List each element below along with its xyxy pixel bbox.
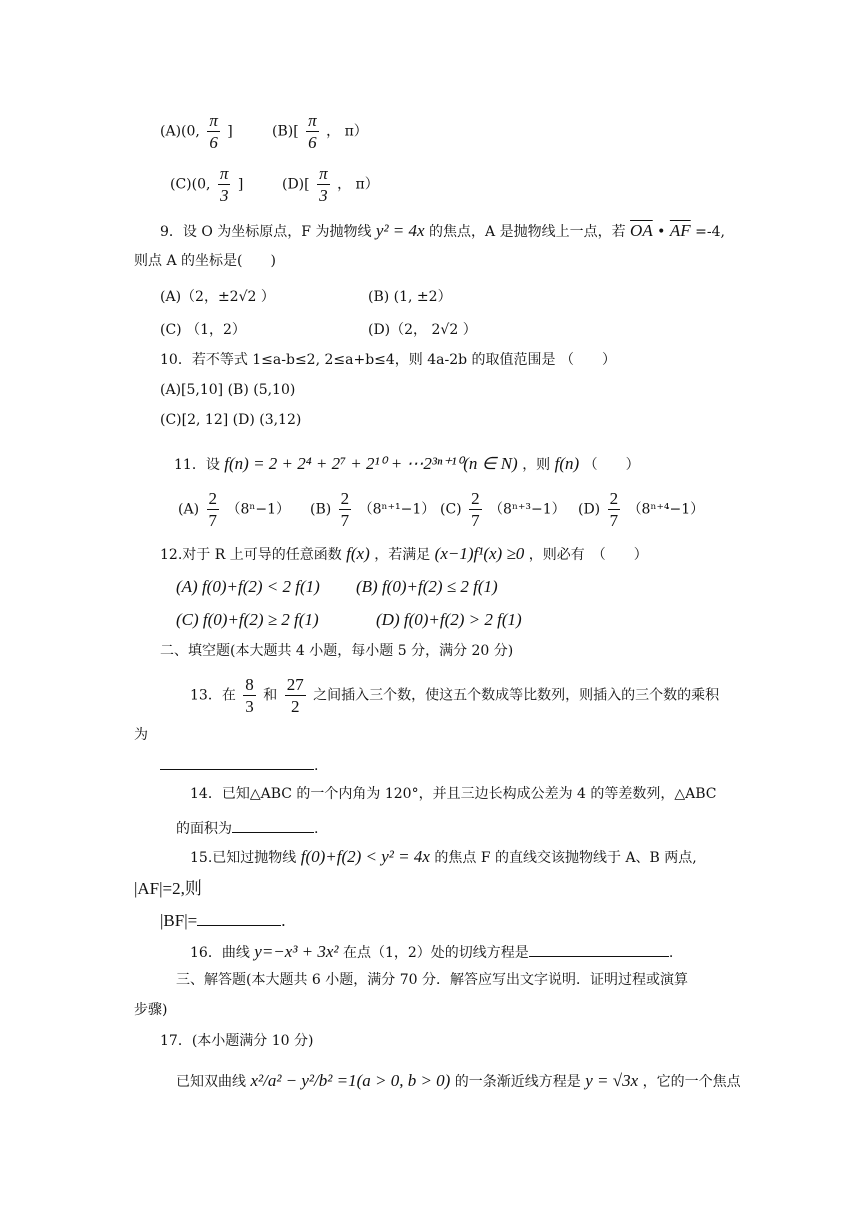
two-sevenths-fraction: $\frac{2}{7}$: [340, 489, 350, 530]
answer-blank[interactable]: [197, 911, 281, 926]
f-n-series: f(n) = 2 + 2⁴ + 2⁷ + 2¹⁰ + ⋯2³ⁿ⁺¹⁰(n ∈ N): [224, 454, 518, 473]
two-sevenths-fraction: $\frac{2}{7}$: [471, 489, 480, 530]
q12-option-d: (D) f(0)+f(2) > 2 f(1): [376, 610, 522, 629]
vector-oa: $\overline{OA}$: [630, 221, 653, 240]
answer-blank[interactable]: [232, 818, 314, 833]
section-answer-heading: 三、解答题(本大题共 6 小题，满分 70 分．解答应写出文字说明．证明过程或演算: [176, 972, 688, 988]
q15-expression: f(0)+f(2) < y² = 4x: [300, 847, 430, 866]
derivative-condition: (x−1)f¹(x) ≥0: [434, 544, 525, 563]
asymptote-equation: y = √3x: [585, 1071, 639, 1090]
vector-af: $\overline{AF}$: [669, 221, 691, 240]
curve-equation: y=−x³ + 3x²: [254, 942, 339, 961]
q10-options-row2: (C)[2, 12] (D) (3,12): [160, 412, 302, 428]
twenty-seven-halves-fraction: $\frac{27}{2}$: [286, 675, 304, 716]
answer-blank[interactable]: [529, 942, 669, 957]
q12-option-c: (C) f(0)+f(2) ≥ 2 f(1): [176, 610, 319, 629]
q10-stem: 10．若不等式 1≤a-b≤2, 2≤a+b≤4，则 4a-2b 的取值范围是 （ ）: [160, 352, 616, 368]
section-fill-in-heading: 二、填空题(本大题共 4 小题，每小题 5 分，满分 20 分): [160, 643, 514, 659]
q9-stem: 9．设 O 为坐标原点，F 为抛物线 y² = 4x 的焦点，A 是抛物线上一点，若 $\overline{OA}$ • $\overline{AF} =-4$,: [160, 221, 725, 240]
q12-option-a: (A) f(0)+f(2) < 2 f(1): [176, 577, 320, 596]
pi-over-6-fraction: $\frac{\pi}{6}$: [308, 111, 317, 152]
q11-stem: 11．设 f(n) = 2 + 2⁴ + 2⁷ + 2¹⁰ + ⋯2³ⁿ⁺¹⁰(n ∈ N) ，则 f(n) （ ）: [174, 454, 640, 473]
q17-stem: 已知双曲线 x²/a² − y²/b² =1(a > 0, b > 0) 的一条渐近线方程是 y = √3x ，它的一个焦点: [176, 1071, 741, 1090]
q11-option-b: (B) $\frac{2}{7}$ （8ⁿ⁺¹−1）: [310, 489, 436, 530]
q13-continuation: 为: [134, 727, 148, 743]
q17-title: 17．(本小题满分 10 分): [160, 1033, 314, 1049]
q8-option-a: (A)(0, $\frac{\pi}{6}$ ]: [160, 111, 233, 152]
eight-thirds-fraction: $\frac{8}{3}$: [245, 675, 254, 716]
q14-continuation: 的面积为 .: [176, 818, 318, 836]
q8-option-b-label: (B)[: [272, 123, 299, 140]
q8-option-d: (D)[ $\frac{\pi}{3}$ ， π）: [282, 164, 379, 205]
q12-stem: 12.对于 R 上可导的任意函数 f(x) ，若满足 (x−1)f¹(x) ≥0 ，则必有 （ ）: [160, 544, 648, 563]
section-answer-heading-cont: 步骤): [134, 1002, 168, 1018]
q12-option-b: (B) f(0)+f(2) ≤ 2 f(1): [356, 577, 498, 596]
two-sevenths-fraction: $\frac{2}{7}$: [208, 489, 217, 530]
q16-stem: 16．曲线 y=−x³ + 3x² 在点（1，2）处的切线方程是 .: [190, 942, 674, 961]
q15-line2: |AF|=2,则: [134, 879, 202, 898]
q9-option-a: (A)（2，±2√2 ）: [160, 289, 275, 305]
q15-stem: 15.已知过抛物线 f(0)+f(2) < y² = 4x 的焦点 F 的直线交该抛物线于 A、B 两点,: [190, 847, 697, 866]
pi-over-6-fraction: $\frac{\pi}{6}$: [209, 111, 218, 152]
pi-over-3-fraction: $\frac{\pi}{3}$: [319, 164, 328, 205]
q11-option-a: (A) $\frac{2}{7}$ （8ⁿ−1）: [178, 489, 291, 530]
q10-options-row1: (A)[5,10] (B) (5,10): [160, 382, 296, 398]
q11-option-c: (C) $\frac{2}{7}$ （8ⁿ⁺³−1）: [440, 489, 566, 530]
pi-over-3-fraction: $\frac{\pi}{3}$: [219, 164, 229, 205]
hyperbola-equation: x²/a² − y²/b² =1(a > 0, b > 0): [250, 1071, 451, 1090]
dot-operator: •: [657, 224, 666, 240]
q9-option-d: (D)（2， 2√2 ）: [368, 322, 477, 338]
two-sevenths-fraction: $\frac{2}{7}$: [609, 489, 619, 530]
q9-option-b: (B) (1, ±2）: [368, 289, 452, 305]
q15-line3: |BF|= .: [160, 911, 286, 930]
q11-option-d: (D) $\frac{2}{7}$ （8ⁿ⁺⁴−1）: [578, 489, 705, 530]
q13-stem: 13．在 $\frac{8}{3}$ 和 $\frac{27}{2}$ 之间插入三个数，使这五个数成等比数列，则插入的三个数的乘积: [190, 675, 720, 716]
q14-stem: 14．已知△ABC 的一个内角为 120°，并且三边长构成公差为 4 的等差数列，△ABC: [190, 786, 717, 802]
answer-blank[interactable]: [160, 755, 314, 770]
q8-option-b: (B)[ $\frac{\pi}{6}$ ， π）: [272, 111, 368, 152]
q8-option-a-label: (A)(0,: [160, 123, 200, 140]
q13-answer-line: .: [160, 755, 318, 773]
q9-question: 则点 A 的坐标是( ): [134, 253, 276, 269]
q8-option-c: (C)(0, $\frac{\pi}{3}$ ]: [170, 164, 244, 205]
parabola-equation: y² = 4x: [375, 221, 425, 240]
q9-option-c: (C) （1，2）: [160, 322, 246, 338]
